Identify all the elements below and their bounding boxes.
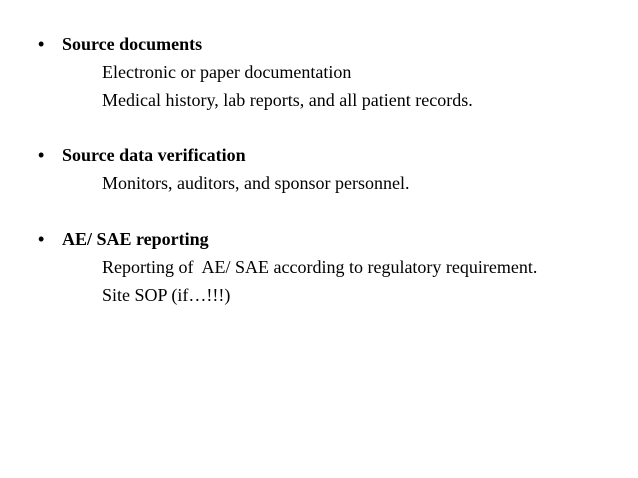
section-heading: Source documents bbox=[62, 34, 203, 54]
bullet-line bbox=[0, 227, 638, 251]
bullet-icon: • bbox=[38, 34, 45, 54]
section-heading: AE/ SAE reporting bbox=[62, 229, 209, 249]
sub-line: Monitors, auditors, and sponsor personnel. bbox=[102, 173, 410, 193]
bullet-icon: • bbox=[38, 145, 45, 165]
sub-line: Reporting of AE/ SAE according to regulatory requirement. bbox=[102, 257, 538, 277]
bullet-icon: • bbox=[38, 229, 45, 249]
sub-line: Site SOP (if…!!!) bbox=[102, 285, 231, 305]
sub-line: Medical history, lab reports, and all patient records. bbox=[102, 90, 473, 110]
section-heading: Source data verification bbox=[62, 145, 246, 165]
bullet-line bbox=[0, 32, 638, 56]
bullet-line bbox=[0, 143, 638, 167]
sub-line: Electronic or paper documentation bbox=[102, 62, 352, 82]
